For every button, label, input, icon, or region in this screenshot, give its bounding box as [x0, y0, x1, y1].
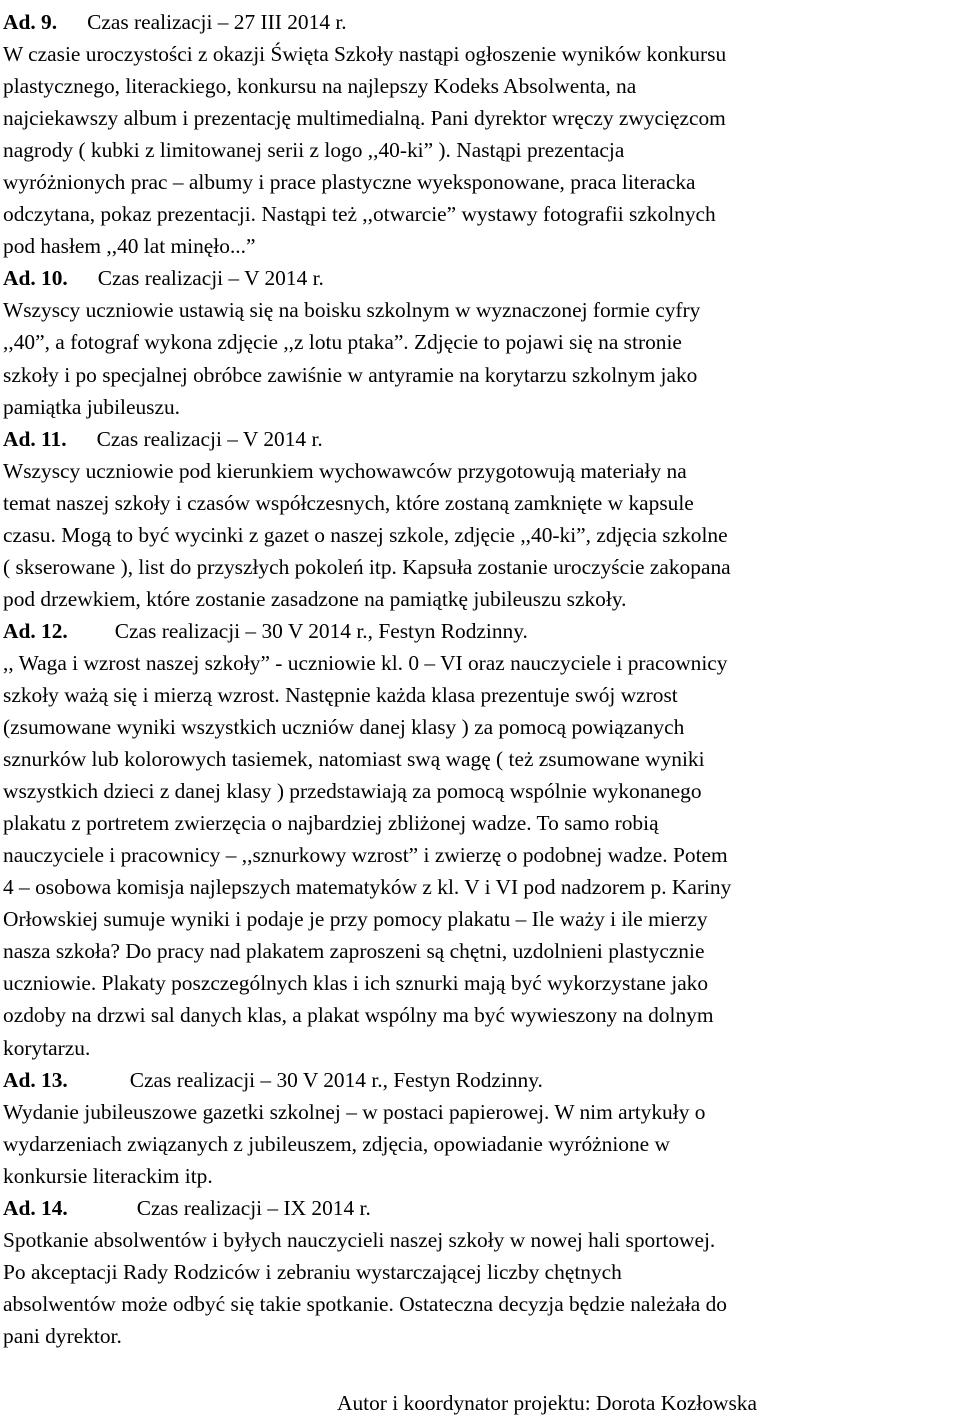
paragraph-line: Wydanie jubileuszowe gazetki szkolnej – w postaci papierowej. W nim artykuły o — [3, 1099, 706, 1124]
heading-time: Czas realizacji – 30 V 2014 r., Festyn Rodzinny. — [129, 1067, 543, 1092]
paragraph-line: czasu. Mogą to być wycinki z gazet o naszej szkole, zdjęcie ,,40-ki”, zdjęcia szkolne — [3, 522, 728, 547]
paragraph-line: plastycznego, literackiego, konkursu na najlepszy Kodeks Absolwenta, na — [3, 74, 637, 99]
paragraph-line: nasza szkoła? Do pracy nad plakatem zaproszeni są chętni, uzdolnieni plastycznie — [3, 939, 705, 964]
paragraph-line: pani dyrektor. — [3, 1323, 122, 1348]
heading-time: Czas realizacji – V 2014 r. — [96, 426, 323, 451]
paragraph-line: ,, Waga i wzrost naszej szkoły” - uczniowie kl. 0 – VI oraz nauczyciele i pracownicy — [3, 650, 728, 675]
paragraph-line: ozdoby na drzwi sal danych klas, a plakat wspólny ma być wywieszony na dolnym — [3, 1003, 714, 1028]
paragraph-line: Wszyscy uczniowie pod kierunkiem wychowawców przygotowują materiały na — [3, 458, 687, 483]
paragraph-line: pod hasłem ,,40 lat minęło...” — [3, 234, 256, 259]
paragraph-line: nagrody ( kubki z limitowanej serii z logo ,,40-ki” ). Nastąpi prezentacja — [3, 138, 625, 163]
paragraph-line: plakatu z portretem zwierzęcia o najbardziej zbliżonej wadze. To samo robią — [3, 811, 659, 836]
paragraph-line: absolwentów może odbyć się takie spotkanie. Ostateczna decyzja będzie należała do — [3, 1291, 728, 1316]
paragraph-line: 4 – osobowa komisja najlepszych matematyków z kl. V i VI pod nadzorem p. Kariny — [3, 875, 732, 900]
heading-label: Ad. 13. — [3, 1067, 68, 1092]
paragraph-line: pod drzewkiem, które zostanie zasadzone na pamiątkę jubileuszu szkoły. — [3, 586, 627, 611]
paragraph-line: ( skserowane ), list do przyszłych pokoleń itp. Kapsuła zostanie uroczyście zakopana — [3, 554, 731, 579]
heading-label: Ad. 14. — [3, 1195, 68, 1220]
heading-time: Czas realizacji – IX 2014 r. — [136, 1195, 371, 1220]
paragraph-line: najciekawszy album i prezentację multimedialną. Pani dyrektor wręczy zwycięzcom — [3, 106, 726, 131]
heading-time: Czas realizacji – 27 III 2014 r. — [87, 10, 347, 34]
paragraph-line: wyróżnionych prac – albumy i prace plastyczne wyeksponowane, praca literacka — [3, 170, 696, 195]
paragraph-line: wydarzeniach związanych z jubileuszem, zdjęcia, opowiadanie wyróżnione w — [3, 1131, 670, 1156]
heading-label: Ad. 11. — [3, 426, 67, 451]
section-heading — [3, 423, 955, 455]
paragraph-line: Orłowskiej sumuje wyniki i podaje je przy pomocy plakatu – Ile waży i ile mierzy — [3, 907, 708, 932]
section-heading — [3, 262, 955, 294]
section-heading — [3, 6, 955, 38]
paragraph-line: sznurków lub kolorowych tasiemek, natomiast swą wagę ( też zsumowane wyniki — [3, 747, 705, 772]
heading-label: Ad. 9. — [3, 10, 58, 34]
paragraph-line: Wszyscy uczniowie ustawią się na boisku szkolnym w wyznaczonej formie cyfry — [3, 298, 701, 323]
paragraph-line: szkoły ważą się i mierzą wzrost. Następnie każda klasa prezentuje swój wzrost — [3, 682, 678, 707]
paragraph-line: uczniowie. Plakaty poszczególnych klas i ich sznurki mają być wykorzystane jako — [3, 971, 709, 996]
section-heading — [3, 1064, 955, 1096]
paragraph-line: ,,40”, a fotograf wykona zdjęcie ,,z lotu ptaka”. Zdjęcie to pojawi się na stronie — [3, 330, 682, 355]
section-heading — [3, 615, 955, 647]
paragraph-line: temat naszej szkoły i czasów współczesnych, które zostaną zamknięte w kapsule — [3, 490, 694, 515]
paragraph-line: wszystkich dzieci z danej klasy ) przedstawiają za pomocą wspólnie wykonanego — [3, 779, 702, 804]
heading-label: Ad. 12. — [3, 618, 68, 643]
heading-time: Czas realizacji – V 2014 r. — [97, 266, 324, 291]
paragraph-line: szkoły i po specjalnej obróbce zawiśnie w antyramie na korytarzu szkolnym jako — [3, 362, 698, 387]
heading-time: Czas realizacji – 30 V 2014 r., Festyn Rodzinny. — [114, 618, 528, 643]
author-credit: Autor i koordynator projektu: Dorota Kozłowska — [337, 1391, 758, 1415]
paragraph-line: korytarzu. — [3, 1035, 91, 1060]
paragraph-line: konkursie literackim itp. — [3, 1163, 213, 1188]
paragraph-line: W czasie uroczystości z okazji Święta Szkoły nastąpi ogłoszenie wyników konkursu — [3, 42, 727, 67]
paragraph-line: nauczyciele i pracownicy – ,,sznurkowy wzrost” i zwierzę o podobnej wadze. Potem — [3, 843, 728, 868]
paragraph-line: Po akceptacji Rady Rodziców i zebraniu wystarczającej liczby chętnych — [3, 1259, 622, 1284]
paragraph-line: pamiątka jubileuszu. — [3, 394, 181, 419]
paragraph-line: Spotkanie absolwentów i byłych nauczycieli naszej szkoły w nowej hali sportowej. — [3, 1227, 716, 1252]
document-page — [3, 6, 955, 1352]
paragraph-line: (zsumowane wyniki wszystkich uczniów danej klasy ) za pomocą powiązanych — [3, 715, 685, 740]
paragraph-line: odczytana, pokaz prezentacji. Nastąpi też ,,otwarcie” wystawy fotografii szkolnych — [3, 202, 716, 227]
heading-label: Ad. 10. — [3, 266, 68, 291]
section-heading — [3, 1192, 955, 1224]
